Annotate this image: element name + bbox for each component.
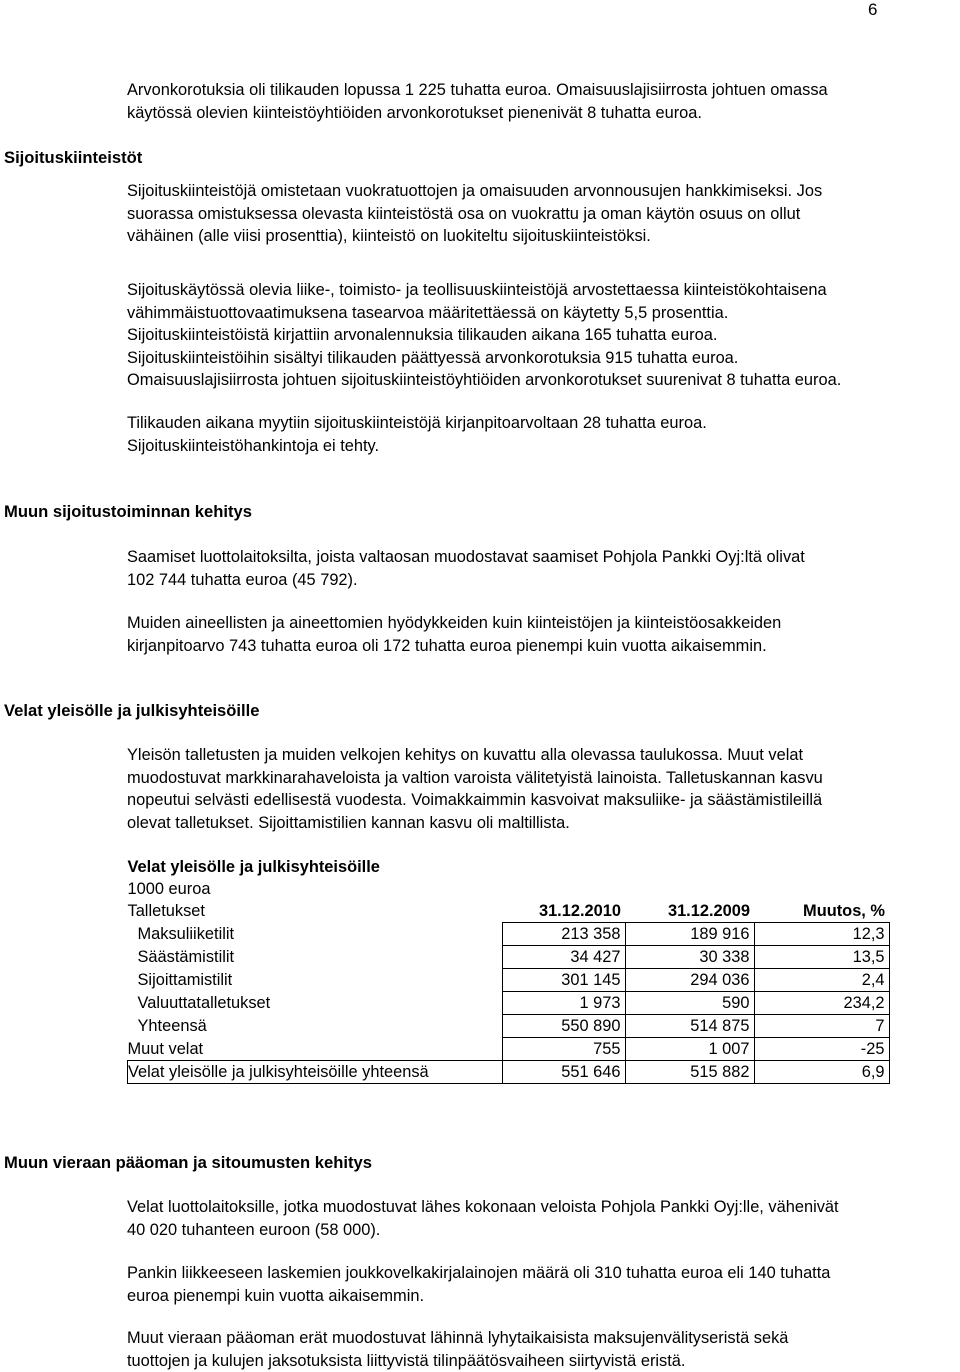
cell-2010: 550 890 xyxy=(502,1015,625,1038)
row-label: Velat yleisölle ja julkisyhteisöille yhteensä xyxy=(128,1061,503,1084)
paragraph-arvostus xyxy=(127,279,957,392)
row-label: Sijoittamistilit xyxy=(137,971,233,989)
cell-change: 7 xyxy=(754,1015,889,1038)
text-line: Muut vieraan pääoman erät muodostuvat lähinnä lyhytaikaisista maksujenvälityseristä sekä xyxy=(127,1329,789,1347)
cell-2010: 213 358 xyxy=(502,923,625,946)
table-title-row xyxy=(128,856,890,878)
cell-2010: 755 xyxy=(502,1038,625,1061)
cell-2009: 294 036 xyxy=(625,969,754,992)
header-col-change: Muutos, % xyxy=(803,902,885,920)
cell-2009: 30 338 xyxy=(625,946,754,969)
cell-change: -25 xyxy=(754,1038,889,1061)
cell-change: 13,5 xyxy=(754,946,889,969)
row-label: Säästämistilit xyxy=(137,948,235,966)
cell-change: 2,4 xyxy=(754,969,889,992)
header-label: Talletukset xyxy=(127,902,205,921)
paragraph-saamiset xyxy=(127,546,957,591)
paragraph-muut-erat xyxy=(127,1327,957,1372)
cell-change: 234,2 xyxy=(754,992,889,1015)
cell-2009: 1 007 xyxy=(625,1038,754,1061)
text-line: Sijoituskiinteistöjä omistetaan vuokratuottojen ja omaisuuden arvonnousujen hankkimiseksi. Jos xyxy=(127,182,823,200)
text-line: kirjanpitoarvo 743 tuhatta euroa oli 172 tuhatta euroa pienempi kuin vuotta aikaisemmin. xyxy=(127,636,767,655)
cell-2009: 515 882 xyxy=(625,1061,754,1084)
header-col-2009: 31.12.2009 xyxy=(667,902,750,920)
text-line: nopeutui selvästi edellisestä vuodesta. Voimakkaimmin kasvoivat maksuliike- ja säästämistileillä xyxy=(127,791,823,809)
table-unit-row xyxy=(128,878,890,900)
text-line: Pankin liikkeeseen laskemien joukkovelkakirjalainojen määrä oli 310 tuhatta euroa eli 140 tuhatta xyxy=(127,1264,831,1282)
paragraph-talletukset xyxy=(127,744,957,834)
table-header-row xyxy=(128,900,890,923)
table-row xyxy=(128,1061,890,1084)
row-label: Maksuliiketilit xyxy=(137,925,235,943)
paragraph-myynnit xyxy=(127,412,957,457)
paragraph-velat-luottolaitoksille xyxy=(127,1196,957,1241)
text-line: Muiden aineellisten ja aineettomien hyödykkeiden kuin kiinteistöjen ja kiinteistöosakkeiden xyxy=(127,614,782,632)
cell-2010: 551 646 xyxy=(502,1061,625,1084)
row-label: Valuuttatalletukset xyxy=(137,994,271,1012)
cell-change: 6,9 xyxy=(754,1061,889,1084)
text-line: Sijoituskäytössä olevia liike-, toimisto- ja teollisuuskiinteistöjä arvostettaessa kiinteistökohtaisena xyxy=(127,281,827,299)
paragraph-joukkovelkakirjat xyxy=(127,1262,957,1307)
table-row xyxy=(128,923,890,946)
cell-2010: 1 973 xyxy=(502,992,625,1015)
text-line: Yleisön talletusten ja muiden velkojen kehitys on kuvattu alla olevassa taulukossa. Muut velat xyxy=(127,746,804,764)
text-line: tuottojen ja kulujen jaksotuksista liittyvistä tilinpäätösvaiheen siirtyvistä eristä. xyxy=(127,1351,686,1370)
text-line: Sijoituskiinteistöhankintoja ei tehty. xyxy=(127,436,380,455)
text-line: olevat talletukset. Sijoittamistilien kannan kasvu oli maltillista. xyxy=(127,813,570,832)
text-line: Sijoituskiinteistöistä kirjattiin arvonalennuksia tilikauden aikana 165 tuhatta euroa. xyxy=(127,326,718,344)
cell-2009: 590 xyxy=(625,992,754,1015)
cell-2010: 34 427 xyxy=(502,946,625,969)
cell-2009: 514 875 xyxy=(625,1015,754,1038)
heading-sijoituskiinteistot: Sijoituskiinteistöt xyxy=(4,148,143,167)
text-line: Velat luottolaitoksille, jotka muodostuvat lähes kokonaan veloista Pohjola Pankki Oyj:lle, vähenivät xyxy=(127,1198,839,1216)
page-number: 6 xyxy=(868,0,878,19)
text-line: suorassa omistuksessa olevasta kiinteistöstä osa on vuokrattu ja oman käytön osuus on ollut xyxy=(127,204,801,223)
table-row xyxy=(128,1038,890,1061)
heading-muun-vieraan-paaoman-kehitys: Muun vieraan pääoman ja sitoumusten kehitys xyxy=(4,1153,372,1172)
deposits-table xyxy=(127,856,890,1084)
row-label: Yhteensä xyxy=(137,1017,207,1035)
paragraph-arvonkorotukset xyxy=(127,79,957,124)
text-line: Arvonkorotuksia oli tilikauden lopussa 1 225 tuhatta euroa. Omaisuuslajisiirrosta johtuen omassa xyxy=(127,81,828,99)
table-row xyxy=(128,946,890,969)
heading-muun-sijoitustoiminnan-kehitys: Muun sijoitustoiminnan kehitys xyxy=(4,502,252,521)
heading-velat-yleisolle: Velat yleisölle ja julkisyhteisöille xyxy=(4,701,260,720)
text-line: vähäinen (alle viisi prosenttia), kiinteistö on luokiteltu sijoituskiinteistöksi. xyxy=(127,227,651,245)
table-unit: 1000 euroa xyxy=(127,880,211,898)
cell-2010: 301 145 xyxy=(502,969,625,992)
text-line: käytössä olevien kiinteistöyhtiöiden arvonkorotukset pienenivät 8 tuhatta euroa. xyxy=(127,103,702,122)
text-line: vähimmäistuottovaatimuksena tasearvoa määritettäessä on käytetty 5,5 prosenttia. xyxy=(127,303,729,322)
text-line: Saamiset luottolaitoksilta, joista valtaosan muodostavat saamiset Pohjola Pankki Oyj:ltä olivat xyxy=(127,548,805,566)
text-line: 40 020 tuhanteen euroon (58 000). xyxy=(127,1220,381,1239)
table-row xyxy=(128,969,890,992)
text-line: muodostuvat markkinarahaveloista ja valtion varoista välitetyistä lainoista. Talletuskannan kasvu xyxy=(127,768,823,787)
table-row xyxy=(128,1015,890,1038)
row-label: Muut velat xyxy=(127,1039,204,1058)
deposits-table-container xyxy=(127,856,890,1084)
paragraph-omistus xyxy=(127,180,957,248)
text-line: euroa pienempi kuin vuotta aikaisemmin. xyxy=(127,1286,425,1305)
table-title: Velat yleisölle ja julkisyhteisöille xyxy=(127,858,380,876)
cell-change: 12,3 xyxy=(754,923,889,946)
cell-2009: 189 916 xyxy=(625,923,754,946)
text-line: 102 744 tuhatta euroa (45 792). xyxy=(127,570,358,589)
text-line: Omaisuuslajisiirrosta johtuen sijoituskiinteistöyhtiöiden arvonkorotukset suurenivat 8 tuhatta euroa. xyxy=(127,371,842,389)
table-row xyxy=(128,992,890,1015)
text-line: Sijoituskiinteistöihin sisältyi tilikauden päättyessä arvonkorotuksia 915 tuhatta euroa. xyxy=(127,348,739,367)
text-line: Tilikauden aikana myytiin sijoituskiinteistöjä kirjanpitoarvoltaan 28 tuhatta euroa. xyxy=(127,414,707,432)
header-col-2010: 31.12.2010 xyxy=(538,902,621,920)
paragraph-hyodykkeet xyxy=(127,612,957,657)
